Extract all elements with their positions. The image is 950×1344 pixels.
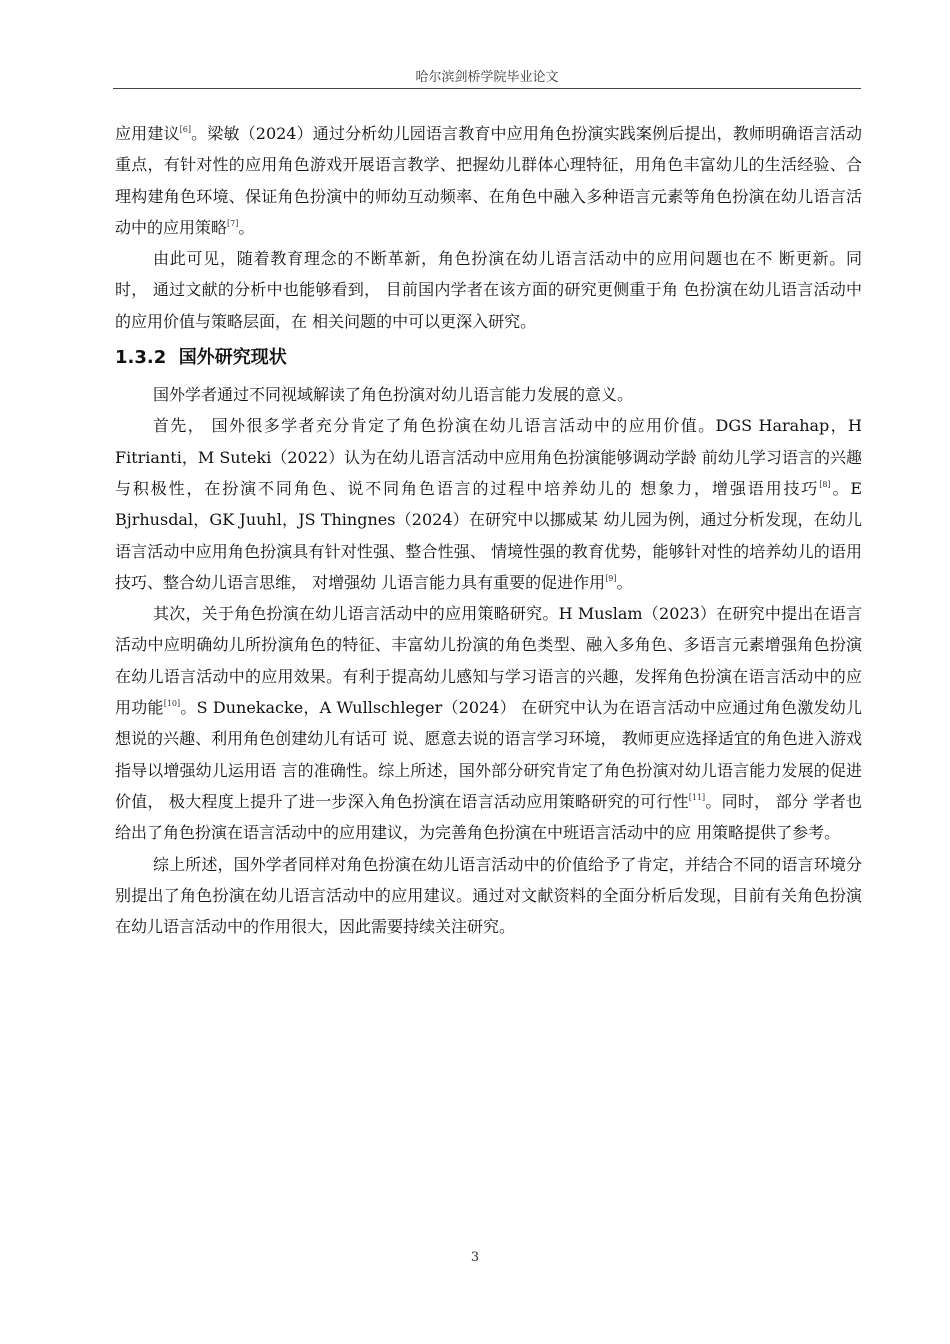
citation-8: [8] [819, 479, 831, 489]
header-rule [113, 88, 861, 89]
citation-11: [11] [688, 792, 706, 802]
paragraph-1-text-b: 。梁敏（2024）通过分析幼儿园语言教育中应用角色扮演实践案例后提出，教师明确语言活动重点，有针对性的应用角色游戏开展语言教学、把握幼儿群体心理特征，用角色丰富幼儿的生活经验、合理构建角色环境、保证角色扮演中的师幼互动频率、在角色中融入多种语言元素等角色扮演在幼儿语言活动中的应用策略 [115, 124, 862, 237]
paragraph-2: 由此可见，随着教育理念的不断革新，角色扮演在幼儿语言活动中的应用问题也在不 断更新。同时， 通过文献的分析中也能够看到， 目前国内学者在该方面的研究更侧重于角 色扮演在幼儿语言活动中的应用价值与策略层面，在 相关问题的中可以更深入研究。 [115, 249, 862, 331]
paragraph-5-text-c: 。同时， 部分 学者也给出了角色扮演在语言活动中的应用建议，为完善角色扮演在中班语言活动中的应 用策略提供了参考。 [115, 791, 862, 843]
page-body [115, 118, 862, 942]
section-title: 国外研究现状 [178, 347, 287, 369]
paragraph-6: 综上所述，国外学者同样对角色扮演在幼儿语言活动中的价值给予了肯定，并结合不同的语言环境分别提出了角色扮演在幼儿语言活动中的应用建议。通过对文献资料的全面分析后发现，目前有关角色扮演在幼儿语言活动中的作用很大，因此需要持续关注研究。 [115, 854, 862, 937]
page-number: 3 [470, 1250, 480, 1265]
paragraph-3: 国外学者通过不同视域解读了角色扮演对幼儿语言能力发展的意义。 [153, 385, 634, 405]
citation-7: [7] [227, 218, 239, 228]
running-header: 哈尔滨剑桥学院毕业论文 [415, 70, 559, 85]
paragraph-5 [115, 598, 862, 848]
paragraph-5-text-a: 其次，关于角色扮演在幼儿语言活动中的应用策略研究。H Muslam（2023）在研究中提出在语言活动中应明确幼儿所扮演角色的特征、丰富幼儿扮演的角色类型、融入多角色、多语言元素增强角色扮演在幼儿语言活动中的应用效果。有利于提高幼儿感知与学习语言的兴趣，发挥角色扮演在语言活动中的应用功能 [115, 604, 862, 718]
paragraph-4 [115, 410, 862, 598]
citation-6: [6] [179, 125, 191, 134]
paragraph-1 [115, 118, 862, 243]
paragraph-1-text-a: 应用建议 [115, 124, 180, 143]
section-heading [115, 339, 862, 377]
paragraph-1-text-c: 。 [238, 217, 255, 237]
paragraph-4-text-b: 。E Bjrhusdal，GK Juuhl，JS Thingnes（2024）在研究中以挪威某 幼儿园为例，通过分析发现，在幼儿语言活动中应用角色扮演具有针对性强、整合性强、 情境性强的教育优势，能够针对性的培养幼儿的语用技巧、整合幼儿语言思维， 对增强幼 儿语言能力具有重要的促进作用 [115, 478, 862, 592]
citation-10: [10] [163, 699, 181, 709]
section-number: 1.3.2 [115, 347, 167, 369]
paragraph-4-text-a: 首先， 国外很多学者充分肯定了角色扮演在幼儿语言活动中的应用价值。DGS Harahap，H Fitrianti，M Suteki（2022）认为在幼儿语言活动中应用角色扮演能够调动学龄 前幼儿学习语言的兴趣与积极性，在扮演不同角色、说不同角色语言的过程中培养幼儿的 想象力，增强语用技巧 [115, 416, 862, 498]
paragraph-4-text-c: 。 [616, 572, 633, 592]
paragraph-5-text-b: 。S Dunekacke，A Wullschleger（2024） 在研究中认为在语言活动中应通过角色激发幼儿想说的兴趣、利用角色创建幼儿有话可 说、愿意去说的语言学习环境， 教师更应选择适宜的角色进入游戏指导以增强幼儿运用语 言的准确性。综上所述，国外部分研究肯定了角色扮演对幼儿语言能力发展的促进价值， 极大程度上提升了进一步深入角色扮演在语言活动应用策略研究的可行性 [115, 698, 862, 811]
citation-9: [9] [605, 573, 617, 583]
